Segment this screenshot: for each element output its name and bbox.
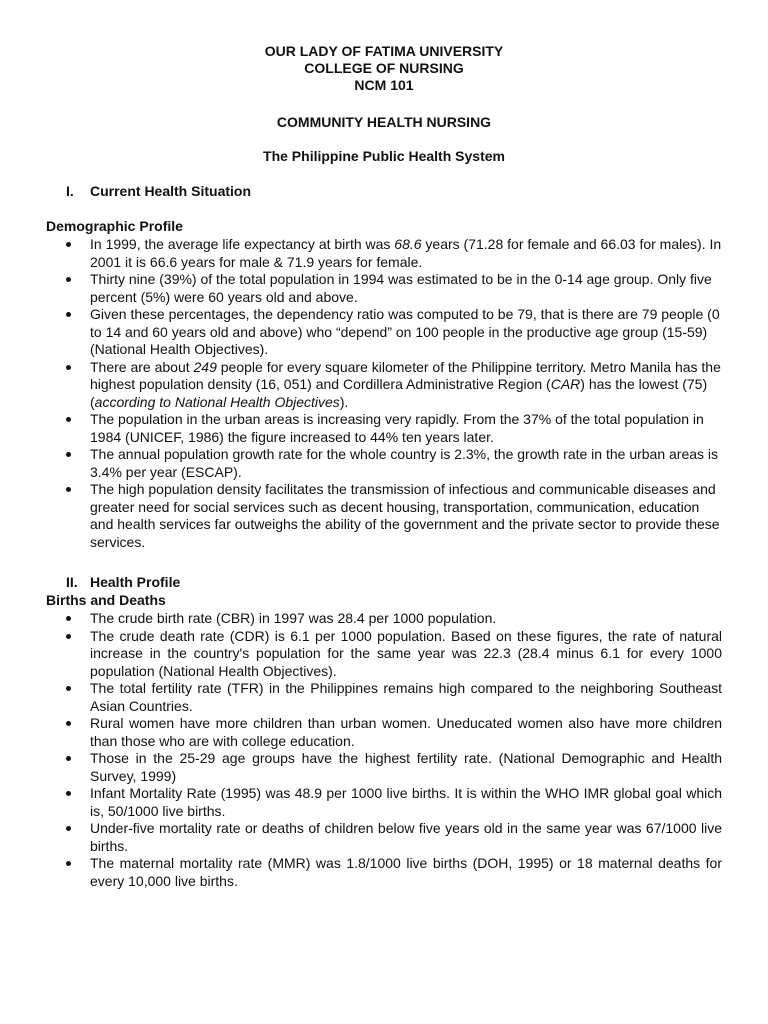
demographic-bullet-list — [46, 236, 722, 551]
topic-title: The Philippine Public Health System — [263, 148, 505, 164]
births-deaths-bullet-list — [46, 610, 722, 890]
college-name: COLLEGE OF NURSING — [304, 60, 464, 76]
list-item: The high population density facilitates the transmission of infectious and communicable diseases and greater need for social services such as decent housing, transportation, communication, education and health services far outweighs the ability of the government and the private sector to provide these services. — [46, 481, 722, 551]
list-item: Rural women have more children than urban women. Uneducated women also have more children than those who are with college education. — [46, 715, 722, 750]
list-item: The total fertility rate (TFR) in the Philippines remains high compared to the neighboring Southeast Asian Countries. — [46, 680, 722, 715]
births-deaths-heading: Births and Deaths — [46, 592, 166, 608]
section-1-number: I. — [66, 183, 74, 199]
section-1-heading — [66, 183, 251, 201]
section-1-title: Current Health Situation — [90, 183, 252, 199]
list-item: The annual population growth rate for the whole country is 2.3%, the growth rate in the urban areas is 3.4% per year (ESCAP). — [46, 446, 722, 481]
subject-title: COMMUNITY HEALTH NURSING — [276, 114, 492, 130]
section-2-heading — [66, 574, 180, 592]
document-header — [0, 43, 768, 94]
list-item: Under-five mortality rate or deaths of children below five years old in the same year was 67/1000 live births. — [46, 820, 722, 855]
list-item: Thirty nine (39%) of the total population in 1994 was estimated to be in the 0-14 age group. Only five percent (5%) were 60 years old and above. — [46, 271, 722, 306]
course-code: NCM 101 — [354, 77, 414, 93]
list-item: The maternal mortality rate (MMR) was 1.8/1000 live births (DOH, 1995) or 18 maternal deaths for every 10,000 live births. — [46, 855, 722, 890]
section-2-number: II. — [66, 574, 78, 590]
list-item: The population in the urban areas is increasing very rapidly. From the 37% of the total population in 1984 (UNICEF, 1986) the figure increased to 44% ten years later. — [46, 411, 722, 446]
list-item: Infant Mortality Rate (1995) was 48.9 per 1000 live births. It is within the WHO IMR global goal which is, 50/1000 live births. — [46, 785, 722, 820]
list-item: Those in the 25-29 age groups have the highest fertility rate. (National Demographic and Health Survey, 1999) — [46, 750, 722, 785]
list-item: Given these percentages, the dependency ratio was computed to be 79, that is there are 79 people (0 to 14 and 60 years old and above) who “depend” on 100 people in the productive age group (15-59) (National Health Objectives). — [46, 306, 722, 359]
list-item: The crude birth rate (CBR) in 1997 was 28.4 per 1000 population. — [46, 610, 722, 628]
university-name: OUR LADY OF FATIMA UNIVERSITY — [264, 43, 504, 59]
section-2-title: Health Profile — [90, 574, 181, 590]
list-item: The crude death rate (CDR) is 6.1 per 1000 population. Based on these figures, the rate of natural increase in the country's population for the same year was 22.3 (28.4 minus 6.1 for every 1000 population (National Health Objectives). — [46, 628, 722, 681]
list-item: In 1999, the average life expectancy at birth was 68.6 years (71.28 for female and 66.03 for males). In 2001 it is 66.6 years for male & 71.9 years for female. — [46, 236, 722, 271]
list-item: There are about 249 people for every square kilometer of the Philippine territory. Metro Manila has the highest population density (16, 051) and Cordillera Administrative Region (CAR) has the lowest (75) (according to National Health Objectives). — [46, 359, 722, 412]
demographic-profile-heading: Demographic Profile — [46, 218, 183, 234]
